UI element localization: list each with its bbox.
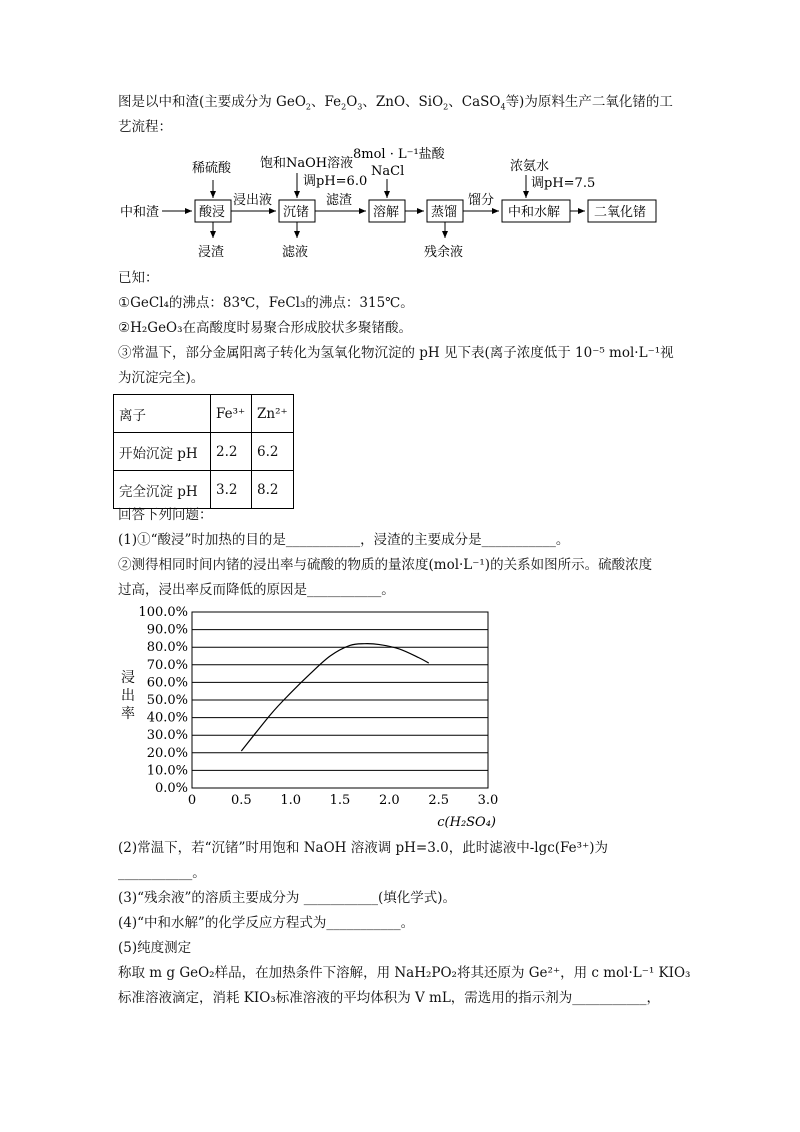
y-tick-label: 80.0%: [146, 640, 188, 656]
svg-text:酸浸: 酸浸: [199, 205, 226, 220]
flow-input-ammonia: 浓氨水: [510, 159, 550, 174]
y-tick-label: 30.0%: [146, 728, 188, 744]
flow-output-residual-liquid: 残余液: [424, 245, 464, 260]
flow-arrow-label-leachate: 浸出液: [233, 193, 273, 208]
flow-input-dilute-h2so4: 稀硫酸: [192, 161, 232, 176]
questions-intro: 回答下列问题：: [118, 507, 213, 523]
known-item-3b: 为沉淀完全)。: [118, 370, 205, 386]
y-tick-label: 100.0%: [138, 605, 188, 620]
x-tick-label: 3.0: [477, 793, 499, 808]
y-tick-label: 40.0%: [146, 710, 188, 726]
table-cell: 离子: [114, 395, 211, 433]
y-tick-label: 90.0%: [146, 622, 188, 638]
intro-line-2: 艺流程：: [118, 119, 172, 135]
flow-arrow-label-residue: 滤渣: [326, 193, 353, 208]
svg-text:溶解: 溶解: [373, 205, 400, 220]
flow-input-hcl: 8mol · L⁻¹盐酸: [353, 147, 445, 162]
question-5-title: (5)纯度测定: [118, 940, 192, 956]
y-axis-label: 浸: [121, 670, 135, 686]
y-tick-label: 70.0%: [146, 657, 188, 673]
leaching-rate-chart: [110, 600, 530, 835]
process-flow-diagram: [110, 140, 710, 270]
y-tick-label: 50.0%: [146, 693, 188, 708]
table-cell: Fe³⁺: [211, 395, 252, 433]
x-tick-label: 1.5: [329, 793, 351, 808]
question-1b-line-1: ②测得相同时间内锗的浸出率与硫酸的物质的量浓度(mol·L⁻¹)的关系如图所示。硫酸浓度: [118, 557, 653, 573]
x-tick-label: 0: [187, 793, 197, 808]
x-tick-label: 0.5: [230, 793, 252, 808]
flow-input-ph6: 调pH=6.0: [303, 174, 368, 189]
x-axis-label: c(H₂SO₄): [437, 815, 496, 830]
table-header-row: [114, 395, 294, 433]
svg-text:蒸馏: 蒸馏: [431, 205, 458, 220]
svg-text:二氧化锗: 二氧化锗: [594, 205, 647, 220]
y-tick-label: 20.0%: [146, 745, 188, 761]
question-1b-line-2: 过高，浸出率反而降低的原因是___________。: [118, 582, 395, 598]
flow-input-ph75: 调pH=7.5: [531, 176, 596, 191]
table-cell: Zn²⁺: [252, 395, 294, 433]
question-4: (4)“中和水解”的化学反应方程式为___________。: [118, 915, 415, 931]
question-1a: (1)①“酸浸”时加热的目的是___________，浸渣的主要成分是___________。: [118, 532, 570, 548]
table-cell: 6.2: [252, 433, 294, 471]
table-row: [114, 433, 294, 471]
known-title: 已知：: [118, 270, 159, 286]
y-axis-label: 出: [121, 688, 135, 704]
table-cell: 8.2: [252, 471, 294, 509]
precipitation-ph-table: [113, 394, 294, 509]
flow-input-naoh: 饱和NaOH溶液: [260, 156, 354, 171]
flow-input-nacl: NaCl: [371, 164, 405, 179]
x-tick-label: 2.5: [428, 793, 450, 808]
question-2-line-2: ___________。: [118, 865, 206, 881]
flow-output-leach-residue: 浸渣: [198, 245, 225, 260]
x-tick-label: 1.0: [280, 793, 302, 808]
flow-start: 中和渣: [120, 205, 160, 220]
y-axis-label: 率: [121, 706, 135, 722]
question-5-line-1: 称取 m g GeO₂样品，在加热条件下溶解，用 NaH₂PO₂将其还原为 Ge²⁺，用 c mol·L⁻¹ KIO₃: [118, 965, 691, 981]
y-tick-label: 0.0%: [154, 781, 188, 796]
table-cell: 2.2: [211, 433, 252, 471]
question-3: (3)“残余液”的溶质主要成分为 ___________(填化学式)。: [118, 890, 457, 906]
table-cell: 开始沉淀 pH: [114, 433, 211, 471]
table-cell: 3.2: [211, 471, 252, 509]
question-2-line-1: (2)常温下，若“沉锗”时用饱和 NaOH 溶液调 pH=3.0，此时滤液中-lgc(Fe³⁺)为: [118, 840, 608, 856]
flow-output-filtrate: 滤液: [282, 245, 309, 260]
intro-line-1: 图是以中和渣(主要成分为 GeO$_2$、$Fe_2O_3$、ZnO、SiO$_2$、CaSO$_4$等)为原料生产二氧化锗的工: [118, 94, 673, 112]
flow-arrow-label-fraction: 馏分: [468, 193, 495, 208]
x-tick-label: 2.0: [378, 793, 400, 808]
table-cell: 完全沉淀 pH: [114, 471, 211, 509]
y-tick-label: 10.0%: [146, 763, 188, 779]
question-5-line-2: 标准溶液滴定，消耗 KIO₃标准溶液的平均体积为 V mL，需选用的指示剂为___________，: [118, 990, 661, 1006]
known-item-2: ②H₂GeO₃在高酸度时易聚合形成胶状多聚锗酸。: [118, 320, 413, 336]
y-tick-label: 60.0%: [146, 675, 188, 691]
known-item-1: ①GeCl₄的沸点：83℃，FeCl₃的沸点：315℃。: [118, 295, 414, 311]
svg-text:中和水解: 中和水解: [508, 205, 561, 220]
known-item-3a: ③常温下，部分金属阳离子转化为氢氧化物沉淀的 pH 见下表(离子浓度低于 10⁻⁵ mol·L⁻¹视: [118, 345, 674, 361]
table-row: [114, 471, 294, 509]
svg-text:沉锗: 沉锗: [283, 205, 310, 220]
